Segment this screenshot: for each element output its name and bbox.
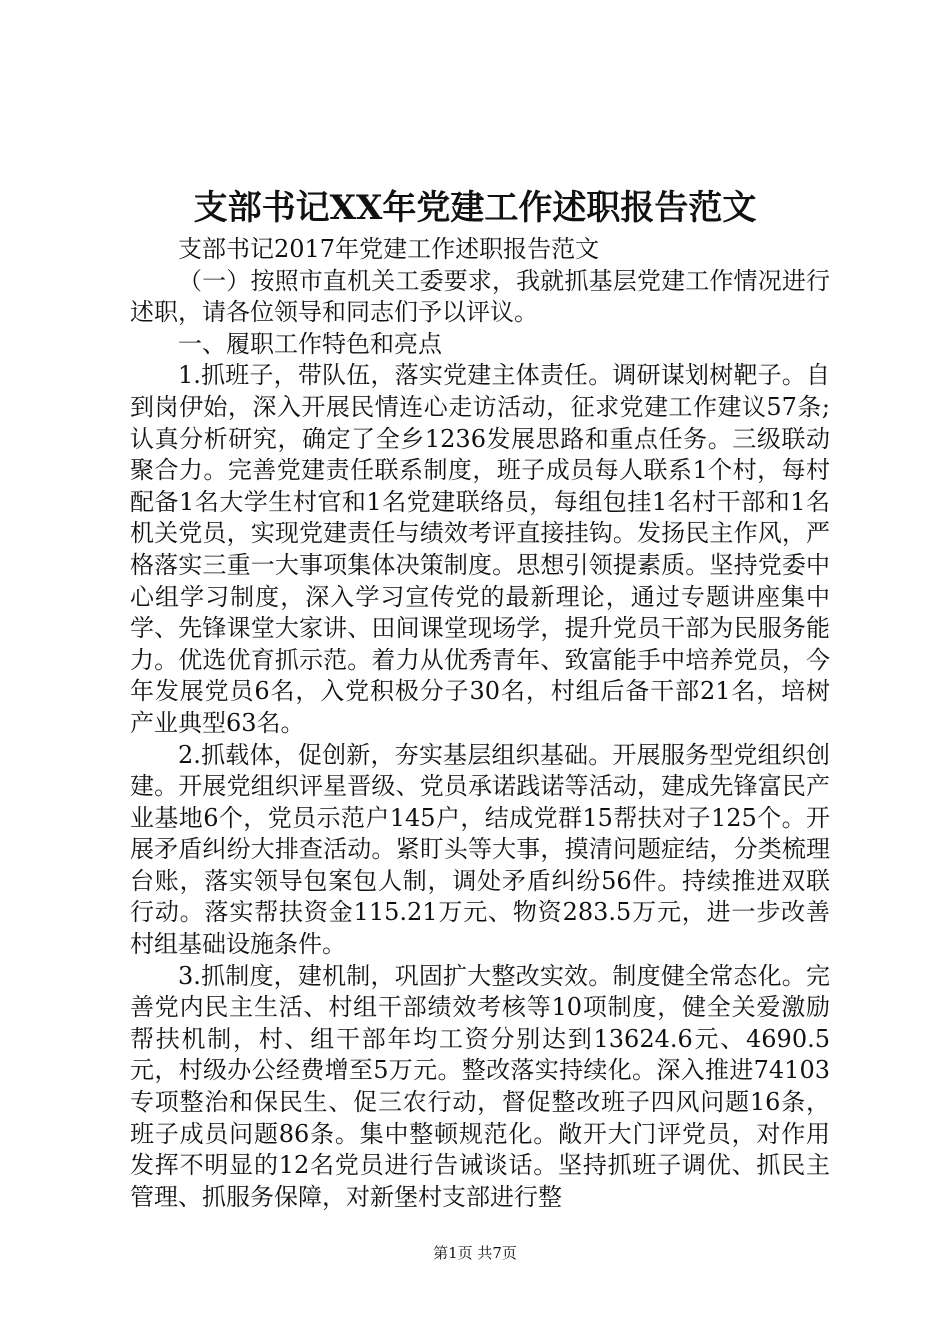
paragraph-item-3: 3.抓制度，建机制，巩固扩大整改实效。制度健全常态化。完善党内民主生活、村组干部绩效考核等10项制度，健全关爱激励帮扶机制，村、组干部年均工资分别达到13624.6元、4690.5元，村级办公经费增至5万元。整改落实持续化。深入推进74103专项整治和保民生、促三农行动，督促整改班子四风问题16条，班子成员问题86条。集中整顿规范化。敞开大门评党员，对作用发挥不明显的12名党员进行告诫谈话。坚持抓班子调优、抓民主管理、抓服务保障，对新堡村支部进行整 (130, 961, 830, 1211)
section-heading: 一、履职工作特色和亮点 (178, 329, 442, 358)
paragraph-item-2: 2.抓载体，促创新，夯实基层组织基础。开展服务型党组织创建。开展党组织评星晋级、党员承诺践诺等活动，建成先锋富民产业基地6个，党员示范户145户，结成党群15帮扶对子125个。开展矛盾纠纷大排查活动。紧盯头等大事，摸清问题症结，分类梳理台账，落实领导包案包人制，调处矛盾纠纷56件。持续推进双联行动。落实帮扶资金115.21万元、物资283.5万元，进一步改善村组基础设施条件。 (130, 740, 830, 959)
document-body (130, 234, 830, 1213)
paragraph-item-1: 1.抓班子，带队伍，落实党建主体责任。调研谋划树靶子。自到岗伊始，深入开展民情连心走访活动，征求党建工作建议57条;认真分析研究，确定了全乡1236发展思路和重点任务。三级联动聚合力。完善党建责任联系制度，班子成员每人联系1个村，每村配备1名大学生村官和1名党建联络员，每组包挂1名村干部和1名机关党员，实现党建责任与绩效考评直接挂钩。发扬民主作风，严格落实三重一大事项集体决策制度。思想引领提素质。坚持党委中心组学习制度，深入学习宣传党的最新理论，通过专题讲座集中学、先锋课堂大家讲、田间课堂现场学，提升党员干部为民服务能力。优选优育抓示范。着力从优秀青年、致富能手中培养党员，今年发展党员6名，入党积极分子30名，村组后备干部21名，培树产业典型63名。 (130, 361, 830, 737)
document-title: 支部书记XX年党建工作述职报告范文 (193, 188, 757, 228)
paragraph-intro: （一）按照市直机关工委要求，我就抓基层党建工作情况进行述职，请各位领导和同志们予以评议。 (130, 266, 830, 327)
page-number-footer: 第1页 共7页 (433, 1244, 517, 1262)
paragraph-subtitle: 支部书记2017年党建工作述职报告范文 (178, 235, 600, 263)
